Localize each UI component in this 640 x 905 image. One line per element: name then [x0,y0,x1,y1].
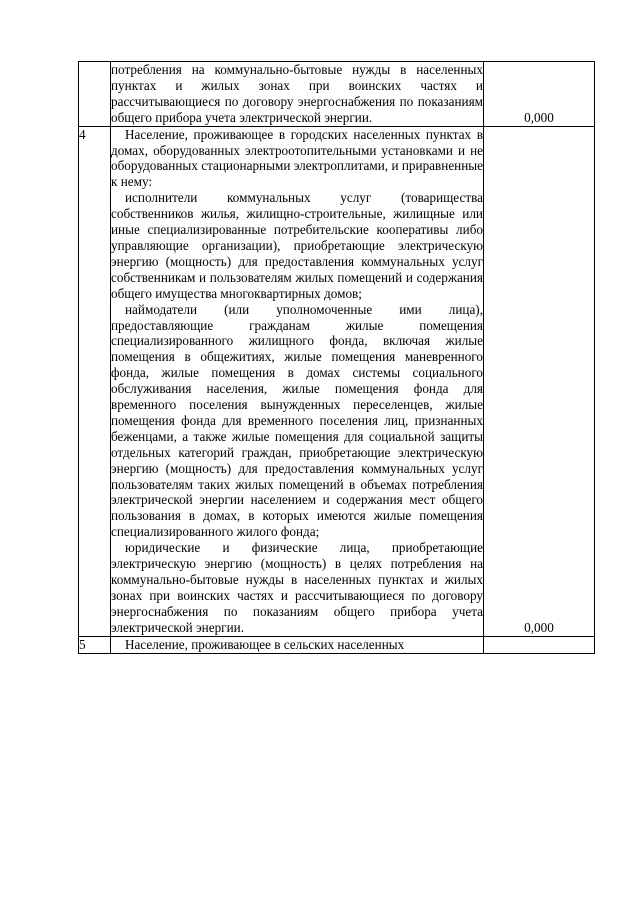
row-value: 0,000 [484,62,595,127]
row-description [111,636,484,653]
paragraph: юридические и физические лица, приобретающие электрическую энергию (мощность) в целях потребления на коммунально-бытовые нужды в населенных пунктах и жилых зонах при воинских частях и рассчитывающиеся по договору энергоснабжения по показаниям общего прибора учета электрической энергии. [111,540,483,635]
paragraph: наймодатели (или уполномоченные ими лица), предоставляющие гражданам жилые помещения специализированного жилищного фонда, включая жилые помещения в общежитиях, жилые помещения маневренного фонда, жилые помещения в домах системы социального обслуживания населения, жилые помещения фонда для временного поселения вынужденных переселенцев, жилые помещения фонда для временного поселения лиц, признанных беженцами, а также жилые помещения для социальной защиты отдельных категорий граждан, приобретающие электрическую энергию (мощность) для предоставления коммунальных услуг пользователям таких жилых помещений в объемах потребления электрической энергии населением и содержания мест общего пользования в домах, в которых имеются жилые помещения специализированного жилого фонда; [111,301,483,540]
row-description [111,62,484,127]
tariff-table [78,61,595,654]
paragraph: исполнители коммунальных услуг (товарищества собственников жилья, жилищно-строительные, жилищные или иные специализированные потребительские кооперативы либо управляющие организации), приобретающие электрическую энергию (мощность) для предоставления коммунальных услуг собственникам и пользователям жилых помещений и содержания общего имущества многоквартирных домов; [111,190,483,301]
table-row [79,126,595,636]
paragraph: Население, проживающее в городских населенных пунктах в домах, оборудованных электроотопительными установками и не оборудованных стационарными электроплитами, и приравненные к нему: [111,126,483,190]
row-number: 5 [79,636,111,653]
row-value: 0,000 [484,126,595,636]
row-value [484,636,595,653]
row-number: 4 [79,126,111,636]
row-number [79,62,111,127]
row-description [111,126,484,636]
table-row [79,62,595,127]
paragraph: Население, проживающее в сельских населенных [125,636,405,652]
paragraph: потребления на коммунально-бытовые нужды в населенных пунктах и жилых зонах при воинских частях и рассчитывающиеся по договору энергоснабжения по показаниям общего прибора учета электрической энергии. [111,62,483,125]
table-row [79,636,595,653]
